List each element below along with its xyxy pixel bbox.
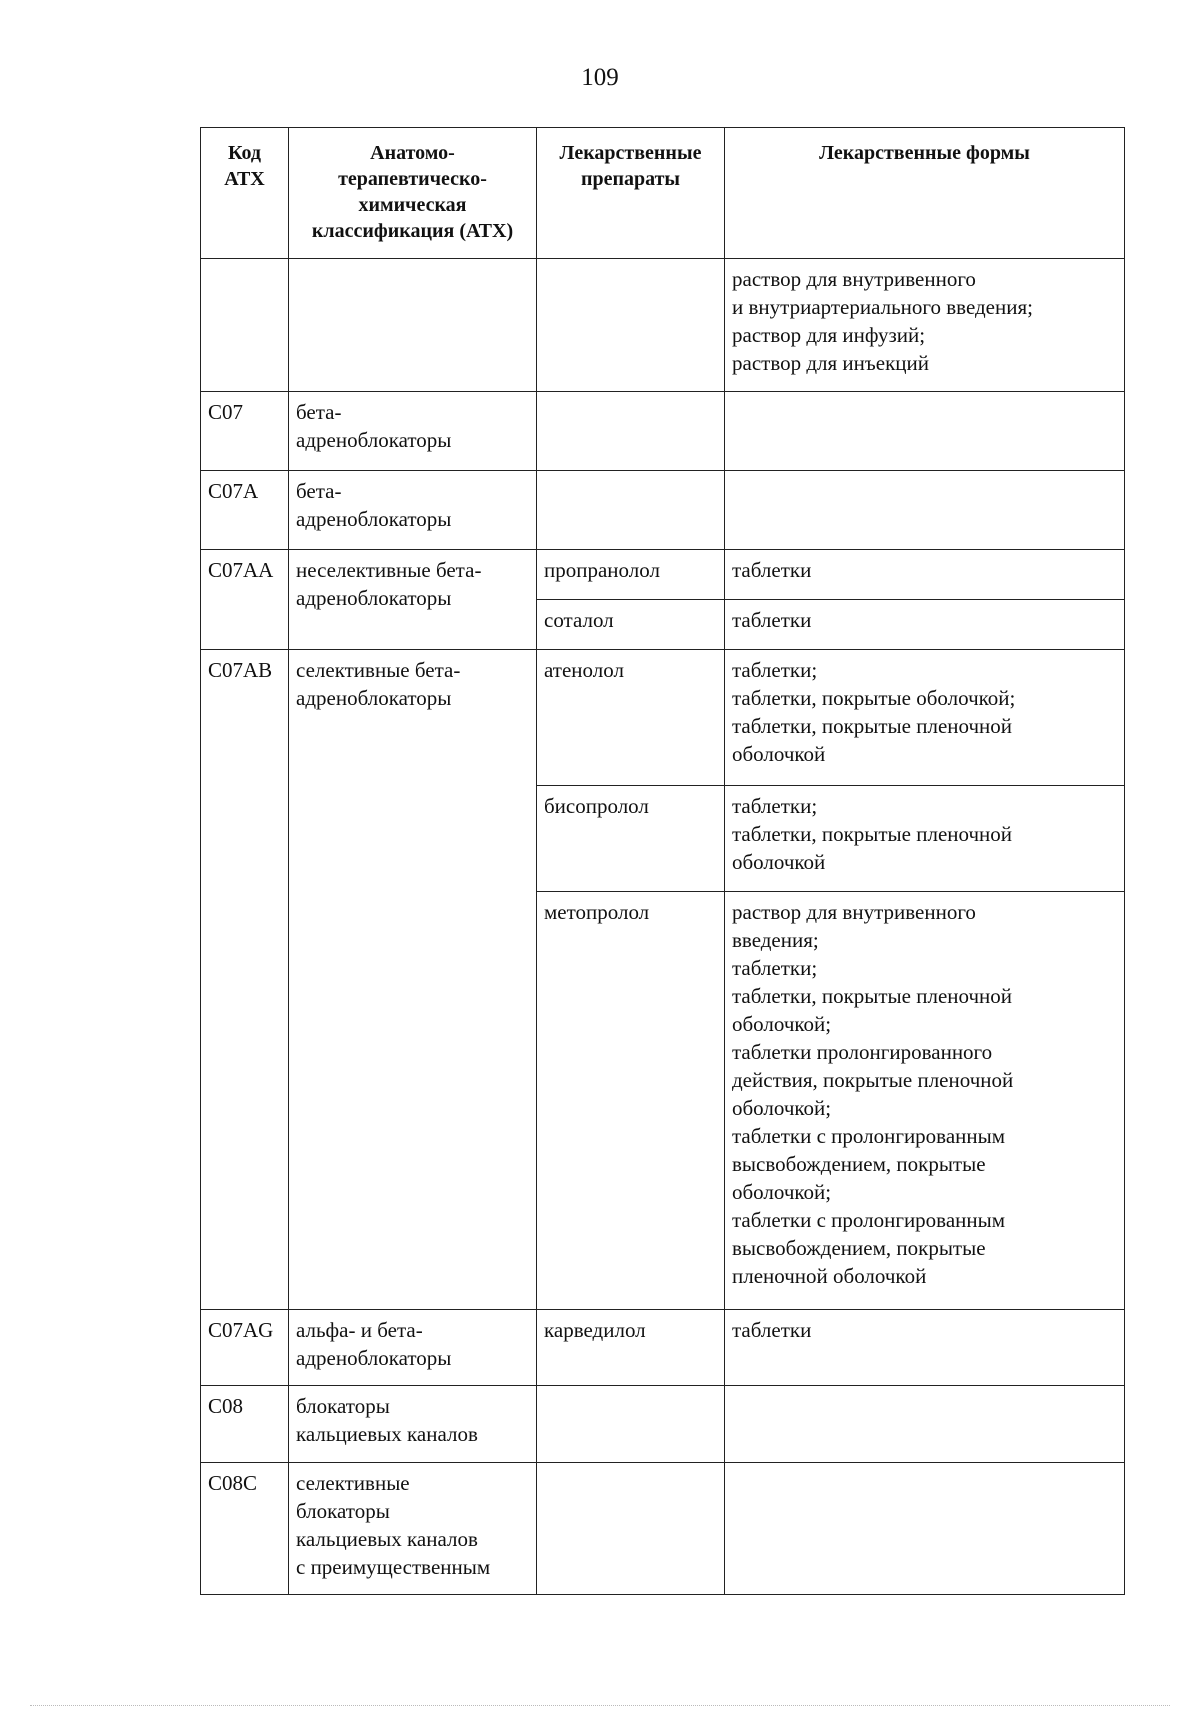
table-row	[201, 650, 1125, 786]
cell-code: C08	[201, 1386, 289, 1463]
cell-atc	[289, 392, 537, 471]
form-line: раствор для внутривенного	[732, 900, 976, 924]
cell-forms	[725, 600, 1125, 650]
cell-drug: пропранолол	[537, 550, 725, 600]
scan-edge-divider	[30, 1705, 1170, 1707]
header-code: Код АТХ	[201, 128, 289, 259]
form-line: таблетки;	[732, 658, 818, 682]
form-line: раствор для инъекций	[732, 351, 929, 375]
atc-line: бета-	[296, 479, 342, 503]
table-row	[201, 1310, 1125, 1386]
cell-atc	[289, 1310, 537, 1386]
form-line: оболочкой	[732, 742, 826, 766]
form-line: оболочкой;	[732, 1096, 832, 1120]
cell-drug: атенолол	[537, 650, 725, 786]
table-header-row	[201, 128, 1125, 259]
atc-line: кальциевых каналов	[296, 1422, 478, 1446]
table-row	[201, 1463, 1125, 1595]
header-atc: Анатомо-терапевтическо-химическая классификация (АТХ)	[289, 128, 537, 259]
form-line: таблетки	[732, 558, 812, 582]
table-row	[201, 1386, 1125, 1463]
atc-line: неселективные бета-	[296, 558, 482, 582]
form-line: таблетки;	[732, 794, 818, 818]
form-line: таблетки, покрытые пленочной	[732, 984, 1013, 1008]
cell-drug	[537, 471, 725, 550]
form-line: таблетки	[732, 608, 812, 632]
form-line: высвобождением, покрытые	[732, 1236, 986, 1260]
cell-code: C07AA	[201, 550, 289, 650]
cell-code: C08C	[201, 1463, 289, 1595]
atc-line: адреноблокаторы	[296, 1346, 452, 1370]
atc-line: адреноблокаторы	[296, 586, 452, 610]
cell-drug	[537, 392, 725, 471]
cell-atc	[289, 1386, 537, 1463]
atc-line: селективные бета-	[296, 658, 461, 682]
form-line: пленочной оболочкой	[732, 1264, 927, 1288]
cell-code: C07AB	[201, 650, 289, 1310]
cell-drug: карведилол	[537, 1310, 725, 1386]
cell-forms	[725, 1310, 1125, 1386]
header-drugs: Лекарственные препараты	[537, 128, 725, 259]
form-line: раствор для инфузий;	[732, 323, 926, 347]
form-line: действия, покрытые пленочной	[732, 1068, 1014, 1092]
cell-drug	[537, 1386, 725, 1463]
form-line: таблетки, покрытые пленочной	[732, 714, 1013, 738]
form-line: оболочкой;	[732, 1180, 832, 1204]
atc-line: блокаторы	[296, 1499, 390, 1523]
cell-forms	[725, 786, 1125, 892]
atc-line: блокаторы	[296, 1394, 390, 1418]
cell-atc	[289, 650, 537, 1310]
form-line: и внутриартериального введения;	[732, 295, 1033, 319]
form-line: введения;	[732, 928, 819, 952]
form-line: таблетки, покрытые пленочной	[732, 822, 1013, 846]
cell-code: C07AG	[201, 1310, 289, 1386]
cell-forms	[725, 1463, 1125, 1595]
cell-drug: метопролол	[537, 892, 725, 1310]
atc-line: селективные	[296, 1471, 410, 1495]
cell-forms	[725, 1386, 1125, 1463]
form-line: таблетки, покрытые оболочкой;	[732, 686, 1016, 710]
atc-line: альфа- и бета-	[296, 1318, 423, 1342]
form-line: высвобождением, покрытые	[732, 1152, 986, 1176]
form-line: таблетки	[732, 1318, 812, 1342]
form-line: таблетки с пролонгированным	[732, 1208, 1006, 1232]
atc-line: адреноблокаторы	[296, 428, 452, 452]
form-line: таблетки пролонгированного	[732, 1040, 993, 1064]
cell-code: C07	[201, 392, 289, 471]
cell-atc	[289, 1463, 537, 1595]
atc-line: адреноблокаторы	[296, 507, 452, 531]
form-line: таблетки с пролонгированным	[732, 1124, 1006, 1148]
form-line: оболочкой	[732, 850, 826, 874]
cell-forms	[725, 259, 1125, 392]
atc-table	[200, 127, 1125, 1595]
cell-forms	[725, 392, 1125, 471]
table-row	[201, 471, 1125, 550]
cell-drug: бисопролол	[537, 786, 725, 892]
atc-line: бета-	[296, 400, 342, 424]
atc-line: кальциевых каналов	[296, 1527, 478, 1551]
table-row	[201, 550, 1125, 600]
form-line: оболочкой;	[732, 1012, 832, 1036]
cell-atc	[289, 259, 537, 392]
form-line: таблетки;	[732, 956, 818, 980]
cell-atc	[289, 471, 537, 550]
header-forms: Лекарственные формы	[725, 128, 1125, 259]
table-row	[201, 392, 1125, 471]
atc-line: с преимущественным	[296, 1555, 491, 1579]
cell-forms	[725, 471, 1125, 550]
table-row	[201, 259, 1125, 392]
cell-drug: соталол	[537, 600, 725, 650]
cell-drug	[537, 259, 725, 392]
cell-atc	[289, 550, 537, 650]
cell-forms	[725, 550, 1125, 600]
page-number: 109	[581, 64, 619, 91]
cell-forms	[725, 650, 1125, 786]
cell-code: C07A	[201, 471, 289, 550]
form-line: раствор для внутривенного	[732, 267, 976, 291]
cell-forms	[725, 892, 1125, 1310]
cell-code	[201, 259, 289, 392]
atc-line: адреноблокаторы	[296, 686, 452, 710]
cell-drug	[537, 1463, 725, 1595]
